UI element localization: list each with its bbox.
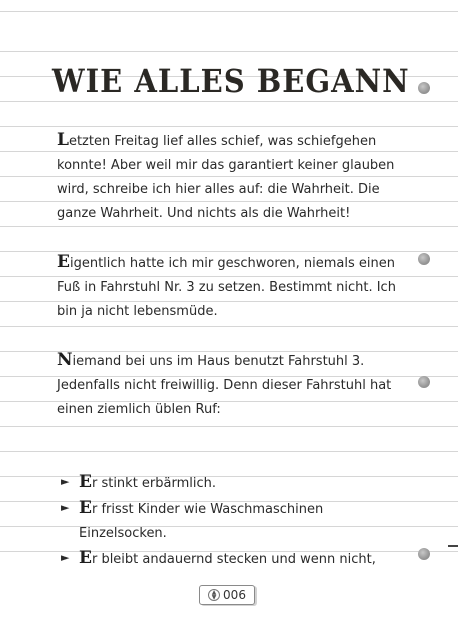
list-item-text: r bleibt andauernd stecken und wenn nicht,: [91, 552, 376, 567]
page-edge-mark: [448, 545, 458, 547]
paragraph-3: [57, 348, 397, 422]
punch-hole-icon: [418, 376, 430, 388]
triangle-bullet-icon: ►: [61, 475, 70, 488]
punch-hole-icon: [418, 548, 430, 560]
list-item-initial: E: [79, 472, 92, 492]
paragraph-3-initial: N: [57, 350, 73, 370]
page-number-text: 006: [223, 588, 246, 602]
story-text: [57, 128, 397, 620]
triangle-bullet-icon: ►: [61, 501, 70, 514]
paragraph-1-text: etzten Freitag lief alles schief, was schiefgehen konnte! Aber weil mir das garantiert keiner glauben wird, schreibe ich hier alles auf: die Wahrheit. Die ganze Wahrheit. Und nichts als die Wahrheit!: [57, 134, 395, 221]
page-number: [199, 585, 255, 605]
list-item-initial: E: [79, 548, 92, 568]
paragraph-1-initial: L: [57, 130, 69, 150]
paragraph-3-text: iemand bei uns im Haus benutzt Fahrstuhl 3. Jedenfalls nicht freiwillig. Denn dieser Fahrstuhl hat einen ziemlich üblen Ruf:: [57, 354, 392, 417]
triangle-bullet-icon: ►: [61, 551, 70, 564]
paragraph-2-text: igentlich hatte ich mir geschworen, niemals einen Fuß in Fahrstuhl Nr. 3 zu setzen. Bestimmt nicht. Ich bin ja nicht lebensmüde.: [57, 256, 396, 319]
punch-hole-icon: [418, 82, 430, 94]
up-down-arrows-icon: ▲ ▼: [208, 589, 220, 601]
list-item: [57, 496, 397, 546]
paragraph-2-initial: E: [57, 252, 70, 272]
paragraph-1: [57, 128, 397, 226]
punch-hole-icon: [418, 253, 430, 265]
paragraph-2: [57, 250, 397, 324]
list-item-text: r frisst Kinder wie Waschmaschinen Einzelsocken.: [79, 502, 324, 541]
list-item: [57, 470, 397, 496]
list-item-text: r stinkt erbärmlich.: [91, 476, 217, 491]
list-item-initial: E: [79, 498, 92, 518]
page-title: WIE ALLES BEGANN: [52, 62, 410, 100]
